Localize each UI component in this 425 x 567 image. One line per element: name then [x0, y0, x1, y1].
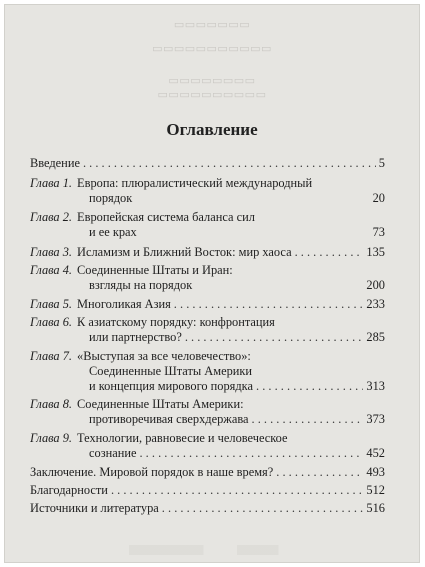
dot-leader [174, 297, 364, 312]
toc-entry-line [30, 297, 385, 312]
page-number: 313 [366, 379, 385, 393]
entry-title: или партнерство? [89, 330, 182, 344]
bleed-through-decoration: ▭▭▭▭▭▭▭▭▭▭▭ [152, 43, 272, 55]
page-number: 73 [372, 225, 385, 239]
page-number: 135 [366, 245, 385, 259]
entry-title: Многоликая Азия [77, 297, 171, 311]
toc-entry [30, 156, 385, 171]
entry-title: противоречивая сверхдержава [89, 412, 249, 426]
toc-entry-line [30, 156, 385, 171]
page-number: 493 [366, 465, 385, 479]
toc-entry [30, 297, 385, 312]
bleed-through-decoration: ▭▭▭▭▭▭▭▭▭▭ [157, 89, 267, 101]
toc-entry-line [30, 431, 385, 446]
page-number: 5 [378, 156, 385, 170]
toc-entry [30, 349, 385, 394]
toc-entry [30, 245, 385, 260]
page-number: 285 [366, 330, 385, 344]
dot-leader [139, 446, 363, 461]
entry-title: Исламизм и Ближний Восток: мир хаоса [77, 245, 292, 259]
entry-title: Заключение. Мировой порядок в наше время? [30, 465, 274, 479]
chapter-number: Глава 3. [30, 245, 73, 259]
toc-entry-line [30, 315, 385, 330]
chapter-number: Глава 9. [30, 431, 73, 445]
toc-entry-line [30, 501, 385, 516]
dot-leader [252, 412, 364, 427]
toc-entry-line [30, 483, 385, 498]
page-number: 20 [372, 191, 385, 205]
toc-entry [30, 431, 385, 461]
page-number: 516 [366, 501, 385, 515]
entry-title: взгляды на порядок [89, 278, 193, 292]
toc-entry [30, 176, 385, 206]
toc-entry-line [30, 446, 385, 461]
book-page [4, 4, 420, 563]
toc-entry [30, 465, 385, 480]
page-number: 452 [366, 446, 385, 460]
page-number: 512 [366, 483, 385, 497]
dot-leader [256, 379, 363, 394]
toc-entry-line [30, 412, 385, 427]
entry-title: Соединенные Штаты Америки [89, 364, 253, 378]
dot-leader [276, 465, 363, 480]
bleed-through-decoration [4, 545, 420, 555]
chapter-number: Глава 2. [30, 210, 73, 224]
toc-entry-line [30, 330, 385, 345]
entry-title: Европейская система баланса сил [77, 210, 255, 224]
chapter-number: Глава 4. [30, 263, 73, 277]
chapter-number: Глава 6. [30, 315, 73, 329]
toc-title: Оглавление [166, 120, 258, 139]
page-number: 200 [366, 278, 385, 292]
toc-entry-line [30, 465, 385, 480]
entry-title: Источники и литература [30, 501, 159, 515]
dot-leader [185, 330, 364, 345]
toc-entry [30, 263, 385, 293]
entry-title: порядок [89, 191, 133, 205]
toc-entry-line [30, 191, 385, 206]
toc-entry [30, 397, 385, 427]
toc-entry-line [30, 225, 385, 240]
toc-entry-line [30, 379, 385, 394]
chapter-number: Глава 7. [30, 349, 73, 363]
toc-entry-line [30, 245, 385, 260]
chapter-number: Глава 5. [30, 297, 73, 311]
entry-title: и концепция мирового порядка [89, 379, 254, 393]
entry-title: Европа: плюралистический международный [77, 176, 313, 190]
chapter-number: Глава 8. [30, 397, 73, 411]
bleed-through-decoration: ▭▭▭▭▭▭▭ [173, 19, 251, 31]
entry-title: Соединенные Штаты и Иран: [77, 263, 233, 277]
entry-title: сознание [89, 446, 137, 460]
entry-title: «Выступая за все человечество»: [77, 349, 251, 363]
toc-entry [30, 483, 385, 498]
toc-entry-line [30, 263, 385, 278]
toc-entry-line [30, 278, 385, 293]
toc-entry-line [30, 176, 385, 191]
toc-entry-line [30, 397, 385, 412]
entry-title: Введение [30, 156, 80, 170]
toc-entry-line [30, 364, 385, 379]
toc-entry-line [30, 349, 385, 364]
page-number: 233 [366, 297, 385, 311]
dot-leader [83, 156, 376, 171]
toc-entry [30, 315, 385, 345]
page-number: 373 [366, 412, 385, 426]
entry-title: Благодарности [30, 483, 108, 497]
bleed-through-decoration: ▭▭▭▭▭▭▭▭ [168, 75, 256, 87]
toc-entry [30, 210, 385, 240]
entry-title: Соединенные Штаты Америки: [77, 397, 244, 411]
toc-entry-line [30, 210, 385, 225]
entry-title: Технологии, равновесие и человеческое [77, 431, 288, 445]
dot-leader [111, 483, 363, 498]
entry-title: К азиатскому порядку: конфронтация [77, 315, 275, 329]
dot-leader [295, 245, 364, 260]
toc-entry [30, 501, 385, 516]
dot-leader [162, 501, 364, 516]
chapter-number: Глава 1. [30, 176, 73, 190]
entry-title: и ее крах [89, 225, 137, 239]
